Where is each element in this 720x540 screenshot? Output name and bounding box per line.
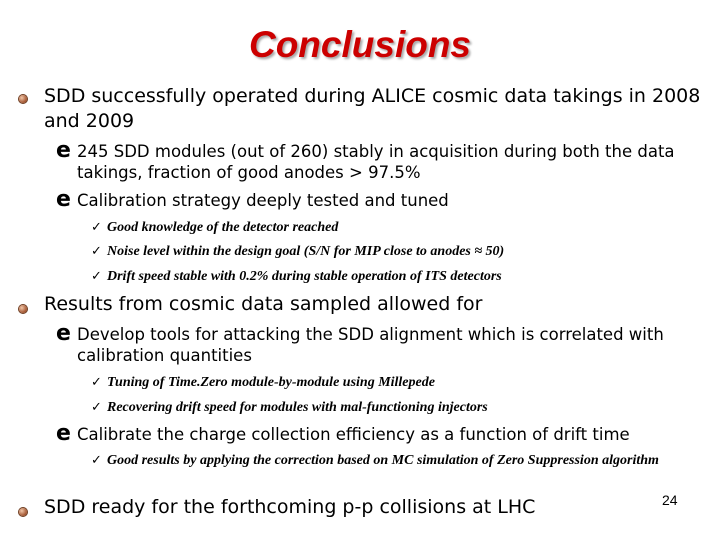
e-bullet-icon: e <box>56 421 71 446</box>
page-number: 24 <box>662 492 678 508</box>
check-item: Noise level within the design goal (S/N for MIP close to anodes ≈ 50) <box>107 244 505 259</box>
bullet-2-sub-2: Calibrate the charge collection efficiency as a function of drift time <box>77 425 630 444</box>
e-bullet-icon: e <box>56 187 71 212</box>
check-item: Recovering drift speed for modules with mal-functioning injectors <box>107 400 488 415</box>
bullet-2-sub-1: Develop tools for attacking the SDD alignment which is correlated with calibration quantities <box>77 325 664 365</box>
checkmark-icon: ✓ <box>91 453 102 468</box>
bullet-3-text: SDD ready for the forthcoming p-p collisions at LHC <box>44 496 536 518</box>
e-bullet-icon: e <box>56 321 71 346</box>
checkmark-icon: ✓ <box>91 400 102 415</box>
round-bullet-icon <box>19 508 27 516</box>
checkmark-icon: ✓ <box>91 220 102 235</box>
bullet-1-sub-2: Calibration strategy deeply tested and tuned <box>77 191 449 210</box>
check-item: Good knowledge of the detector reached <box>107 220 339 235</box>
e-bullet-icon: e <box>56 138 71 163</box>
bullet-2-text: Results from cosmic data sampled allowed for <box>44 293 483 315</box>
check-item: Tuning of Time.Zero module-by-module using Millepede <box>107 375 435 390</box>
bullet-1-text: SDD successfully operated during ALICE cosmic data takings in 2008 and 2009 <box>44 85 701 132</box>
checkmark-icon: ✓ <box>91 244 102 259</box>
round-bullet-icon <box>19 95 27 103</box>
bullet-1-sub-1: 245 SDD modules (out of 260) stably in acquisition during both the data takings, fraction of good anodes > 97.5% <box>77 142 675 182</box>
check-item: Drift speed stable with 0.2% during stable operation of ITS detectors <box>107 269 502 284</box>
checkmark-icon: ✓ <box>91 269 102 284</box>
check-item: Good results by applying the correction based on MC simulation of Zero Suppression algorithm <box>107 453 659 468</box>
slide-title: Conclusions <box>248 24 472 65</box>
checkmark-icon: ✓ <box>91 375 102 390</box>
round-bullet-icon <box>19 305 27 313</box>
